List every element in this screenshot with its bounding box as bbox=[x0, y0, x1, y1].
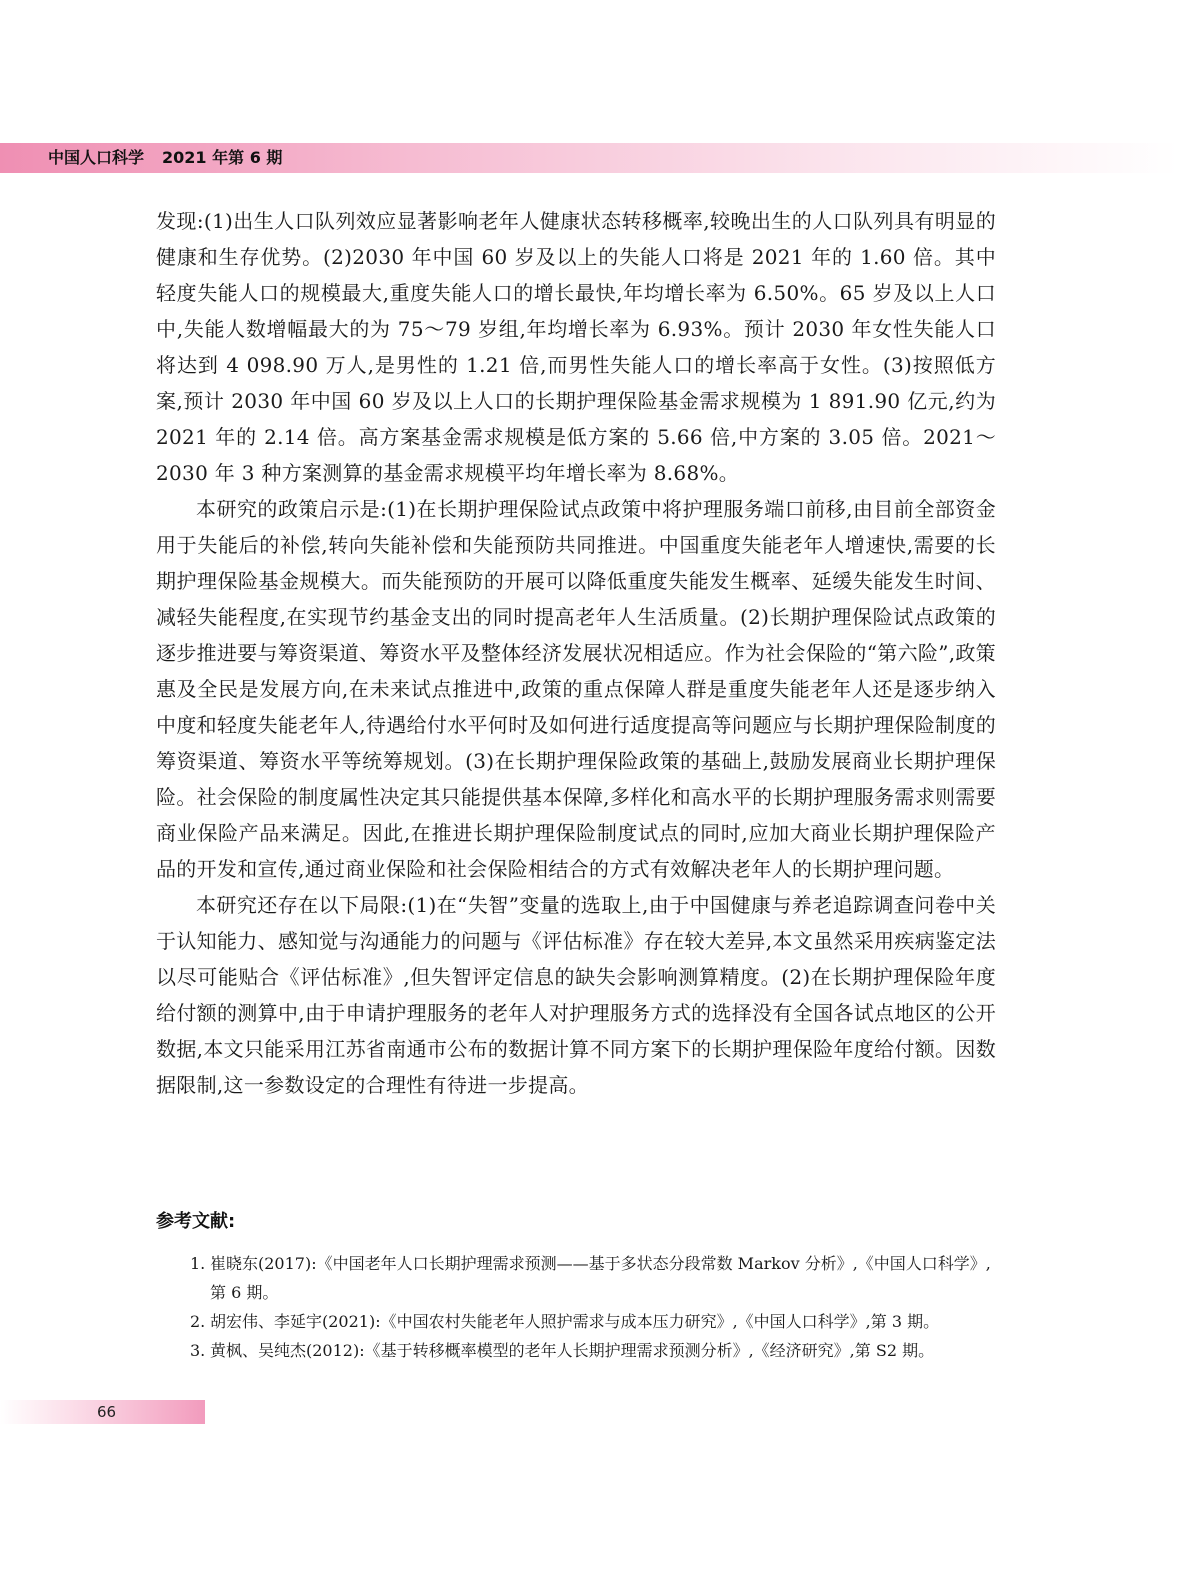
references-heading: 参考文献: bbox=[156, 1211, 236, 1232]
paragraph-limitations: 本研究还存在以下局限:(1)在“失智”变量的选取上,由于中国健康与养老追踪调查问卷中关于认知能力、感知觉与沟通能力的问题与《评估标准》存在较大差异,本文虽然采用疾病鉴定法以尽可能贴合《评估标准》,但失智评定信息的缺失会影响测算精度。(2)在长期护理保险年度给付额的测算中,由于申请护理服务的老年人对护理服务方式的选择没有全国各试点地区的公开数据,本文只能采用江苏省南通市公布的数据计算不同方案下的长期护理保险年度给付额。因数据限制,这一参数设定的合理性有待进一步提高。 bbox=[156, 893, 996, 1097]
reference-number: 3. bbox=[190, 1341, 206, 1360]
reference-item bbox=[190, 1249, 996, 1307]
reference-text: 黄枫、吴纯杰(2012):《基于转移概率模型的老年人长期护理需求预测分析》,《经济研究》,第 S2 期。 bbox=[210, 1341, 935, 1360]
reference-text: 胡宏伟、李延宇(2021):《中国农村失能老年人照护需求与成本压力研究》,《中国人口科学》,第 3 期。 bbox=[210, 1312, 940, 1331]
journal-issue: 2021 年第 6 期 bbox=[162, 148, 283, 167]
reference-item bbox=[190, 1336, 996, 1365]
article-body bbox=[156, 203, 996, 1103]
reference-number: 1. bbox=[190, 1254, 206, 1273]
journal-header-title bbox=[48, 143, 300, 173]
running-header bbox=[0, 143, 1178, 173]
page-footer bbox=[0, 1400, 205, 1424]
references-list bbox=[190, 1249, 996, 1365]
page-number: 66 bbox=[97, 1403, 117, 1421]
journal-name: 中国人口科学 bbox=[48, 148, 145, 167]
reference-text: 崔晓东(2017):《中国老年人口长期护理需求预测——基于多状态分段常数 Markov 分析》,《中国人口科学》,第 6 期。 bbox=[210, 1254, 991, 1302]
reference-item bbox=[190, 1307, 996, 1336]
reference-number: 2. bbox=[190, 1312, 206, 1331]
paragraph-findings: 发现:(1)出生人口队列效应显著影响老年人健康状态转移概率,较晚出生的人口队列具有明显的健康和生存优势。(2)2030 年中国 60 岁及以上的失能人口将是 2021 年的 1.60 倍。其中轻度失能人口的规模最大,重度失能人口的增长最快,年均增长率为 6.50%。65 岁及以上人口中,失能人数增幅最大的为 75～79 岁组,年均增长率为 6.93%。预计 2030 年女性失能人口将达到 4 098.90 万人,是男性的 1.21 倍,而男性失能人口的增长率高于女性。(3)按照低方案,预计 2030 年中国 60 岁及以上人口的长期护理保险基金需求规模为 1 891.90 亿元,约为 2021 年的 2.14 倍。高方案基金需求规模是低方案的 5.66 倍,中方案的 3.05 倍。2021～2030 年 3 种方案测算的基金需求规模平均年增长率为 8.68%。 bbox=[156, 209, 996, 485]
paragraph-policy-implications: 本研究的政策启示是:(1)在长期护理保险试点政策中将护理服务端口前移,由目前全部资金用于失能后的补偿,转向失能补偿和失能预防共同推进。中国重度失能老年人增速快,需要的长期护理保险基金规模大。而失能预防的开展可以降低重度失能发生概率、延缓失能发生时间、减轻失能程度,在实现节约基金支出的同时提高老年人生活质量。(2)长期护理保险试点政策的逐步推进要与筹资渠道、筹资水平及整体经济发展状况相适应。作为社会保险的“第六险”,政策惠及全民是发展方向,在未来试点推进中,政策的重点保障人群是重度失能老年人还是逐步纳入中度和轻度失能老年人,待遇给付水平何时及如何进行适度提高等问题应与长期护理保险制度的筹资渠道、筹资水平等统筹规划。(3)在长期护理保险政策的基础上,鼓励发展商业长期护理保险。社会保险的制度属性决定其只能提供基本保障,多样化和高水平的长期护理服务需求则需要商业保险产品来满足。因此,在推进长期护理保险制度试点的同时,应加大商业长期护理保险产品的开发和宣传,通过商业保险和社会保险相结合的方式有效解决老年人的长期护理问题。 bbox=[156, 497, 996, 881]
